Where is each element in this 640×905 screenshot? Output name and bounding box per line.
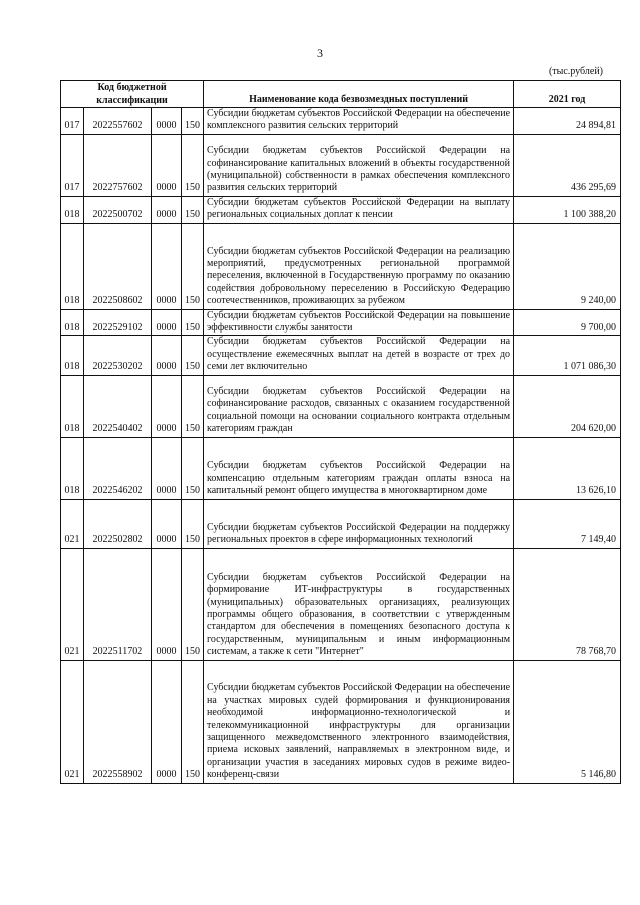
budget-code-cell: 2022529102	[84, 309, 152, 336]
admin-code-cell: 018	[61, 309, 84, 336]
table-row	[61, 660, 621, 783]
kind-code-cell: 150	[182, 375, 204, 437]
table-row	[61, 336, 621, 375]
name-cell: Субсидии бюджетам субъектов Российской Федерации на формирование ИТ-инфраструктуры в государственных (муниципальных) образовательных организациях, реализующих программы общего образования, в соответствии с утвержденным стандартом для обеспечения в помещениях безопасного доступа к государственным, муниципальным и иным информационным системам, а также к сети "Интернет"	[204, 548, 514, 660]
name-cell: Субсидии бюджетам субъектов Российской Федерации на поддержку региональных проектов в сфере информационных технологий	[204, 499, 514, 548]
admin-code-cell: 018	[61, 437, 84, 499]
amount-cell: 5 146,80	[514, 660, 621, 783]
amount-cell: 7 149,40	[514, 499, 621, 548]
name-cell: Субсидии бюджетам субъектов Российской Федерации на обеспечение комплексного развития сельских территорий	[204, 108, 514, 135]
admin-code-cell: 018	[61, 196, 84, 223]
name-cell: Субсидии бюджетам субъектов Российской Федерации на осуществление ежемесячных выплат на детей в возрасте от трех до семи лет включительно	[204, 336, 514, 375]
admin-code-cell: 018	[61, 375, 84, 437]
table-header-row	[61, 81, 621, 108]
kind-code-cell: 150	[182, 223, 204, 309]
units-label: (тыс.рублей)	[548, 66, 603, 77]
kind-code-cell: 150	[182, 437, 204, 499]
table-row	[61, 108, 621, 135]
admin-code-cell: 021	[61, 548, 84, 660]
amount-cell: 13 626,10	[514, 437, 621, 499]
name-cell: Субсидии бюджетам субъектов Российской Федерации на повышение эффективности службы занятости	[204, 309, 514, 336]
sub-code-cell: 0000	[152, 309, 182, 336]
sub-code-cell: 0000	[152, 223, 182, 309]
table-body	[61, 108, 621, 784]
table-row	[61, 134, 621, 196]
amount-cell: 78 768,70	[514, 548, 621, 660]
kind-code-cell: 150	[182, 309, 204, 336]
kind-code-cell: 150	[182, 660, 204, 783]
budget-code-cell: 2022558902	[84, 660, 152, 783]
admin-code-cell: 021	[61, 499, 84, 548]
amount-cell: 1 100 388,20	[514, 196, 621, 223]
amount-cell: 24 894,81	[514, 108, 621, 135]
kind-code-cell: 150	[182, 108, 204, 135]
kind-code-cell: 150	[182, 336, 204, 375]
budget-code-cell: 2022540402	[84, 375, 152, 437]
table-row	[61, 223, 621, 309]
budget-code-cell: 2022530202	[84, 336, 152, 375]
admin-code-cell: 018	[61, 223, 84, 309]
name-cell: Субсидии бюджетам субъектов Российской Федерации на обеспечение на участках мировых судей формирования и функционирования необходимой информационно-технологической и телекоммуникационной инфраструктуры для организации защищенного межведомственного электронного взаимодействия, приема исковых заявлений, направляемых в электронном виде, и организации участия в заседаниях мировых судов в режиме видео-конференц-связи	[204, 660, 514, 783]
table-row	[61, 196, 621, 223]
budget-code-cell: 2022500702	[84, 196, 152, 223]
admin-code-cell: 021	[61, 660, 84, 783]
sub-code-cell: 0000	[152, 499, 182, 548]
sub-code-cell: 0000	[152, 548, 182, 660]
name-cell: Субсидии бюджетам субъектов Российской Федерации на софинансирование капитальных вложений в объекты государственной (муниципальной) собственности в рамках обеспечения комплексного развития сельских территорий	[204, 134, 514, 196]
admin-code-cell: 017	[61, 108, 84, 135]
revenue-table	[60, 80, 621, 784]
amount-cell: 436 295,69	[514, 134, 621, 196]
sub-code-cell: 0000	[152, 108, 182, 135]
kind-code-cell: 150	[182, 134, 204, 196]
sub-code-cell: 0000	[152, 375, 182, 437]
name-cell: Субсидии бюджетам субъектов Российской Федерации на выплату региональных социальных доплат к пенсии	[204, 196, 514, 223]
header-name: Наименование кода безвозмездных поступлений	[204, 81, 514, 108]
name-cell: Субсидии бюджетам субъектов Российской Федерации на компенсацию отдельным категориям граждан оплаты взноса на капитальный ремонт общего имущества в многоквартирном доме	[204, 437, 514, 499]
name-cell: Субсидии бюджетам субъектов Российской Федерации на реализацию мероприятий, предусмотренных региональной программой переселения, включенной в Государственную программу по оказанию содействия добровольному переселению в Российскую Федерацию соотечественников, проживающих за рубежом	[204, 223, 514, 309]
table-row	[61, 548, 621, 660]
admin-code-cell: 018	[61, 336, 84, 375]
page-number: 3	[317, 46, 323, 60]
name-cell: Субсидии бюджетам субъектов Российской Федерации на софинансирование расходов, связанных с оказанием государственной социальной помощи на основании социального контракта отдельным категориям граждан	[204, 375, 514, 437]
table-row	[61, 437, 621, 499]
amount-cell: 9 240,00	[514, 223, 621, 309]
header-code: Код бюджетной классификации	[61, 81, 204, 108]
budget-code-cell: 2022546202	[84, 437, 152, 499]
amount-cell: 204 620,00	[514, 375, 621, 437]
budget-code-cell: 2022502802	[84, 499, 152, 548]
table-row	[61, 375, 621, 437]
kind-code-cell: 150	[182, 499, 204, 548]
sub-code-cell: 0000	[152, 660, 182, 783]
sub-code-cell: 0000	[152, 336, 182, 375]
sub-code-cell: 0000	[152, 134, 182, 196]
amount-cell: 9 700,00	[514, 309, 621, 336]
budget-code-cell: 2022557602	[84, 108, 152, 135]
budget-code-cell: 2022511702	[84, 548, 152, 660]
kind-code-cell: 150	[182, 196, 204, 223]
sub-code-cell: 0000	[152, 437, 182, 499]
table-row	[61, 499, 621, 548]
header-year: 2021 год	[514, 81, 621, 108]
sub-code-cell: 0000	[152, 196, 182, 223]
budget-code-cell: 2022757602	[84, 134, 152, 196]
budget-code-cell: 2022508602	[84, 223, 152, 309]
amount-cell: 1 071 086,30	[514, 336, 621, 375]
kind-code-cell: 150	[182, 548, 204, 660]
admin-code-cell: 017	[61, 134, 84, 196]
table-row	[61, 309, 621, 336]
